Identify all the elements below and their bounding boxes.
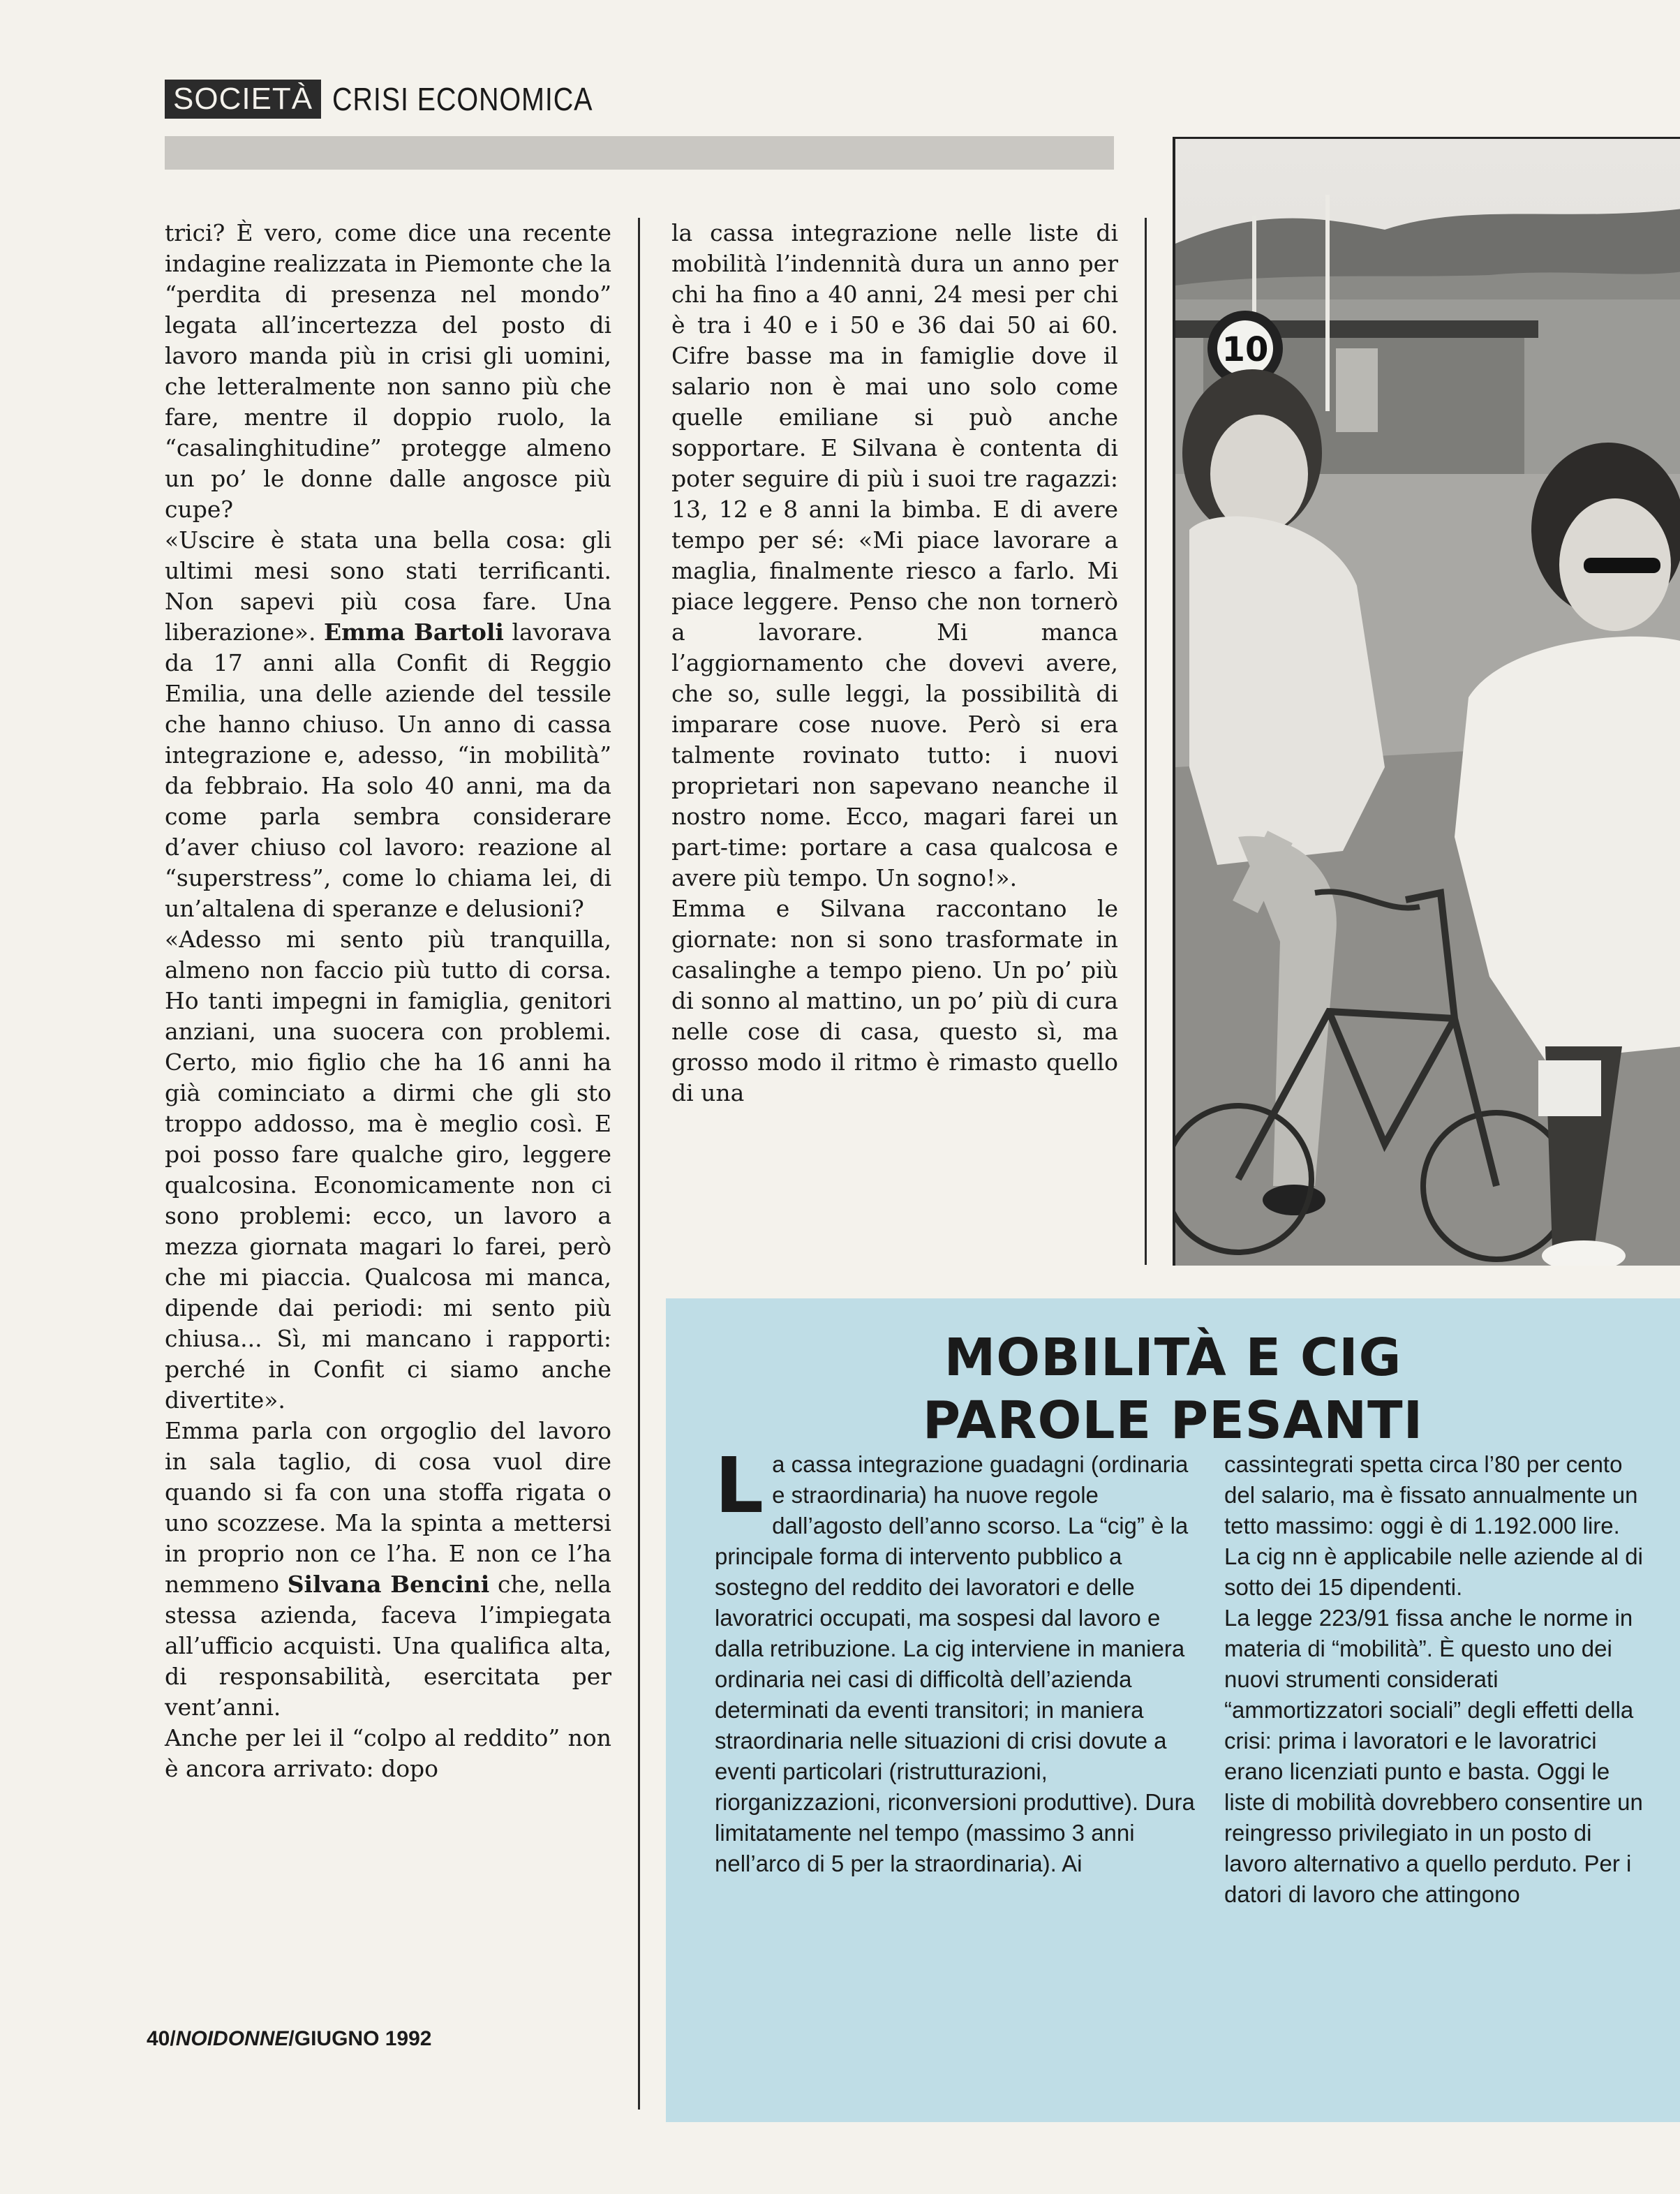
- section-tag: SOCIETÀ: [165, 80, 321, 119]
- paragraph: trici? È vero, come dice una recente indagine realizzata in Piemonte che la “perdita di presenza nel mondo” legata all’incertezza del posto di lavoro manda più in crisi gli uomini, che letteralmente non sanno più che fare, mentre il doppio ruolo, la “casalinghitudine” protegge almeno un po’ le donne dalle angosce più cupe?: [165, 219, 611, 523]
- paragraph: la cassa integrazione nelle liste di mobilità l’indennità dura un anno per chi ha fino a 40 anni, 24 mesi per chi è tra i 40 e i 50 e 36 dai 50 ai 60. Cifre basse ma in famiglie dove il salario non è mai uno solo come quelle emiliane si può anche sopportare. E Silvana è contenta di poter seguire di più i suoi tre ragazzi: 13, 12 e 8 anni la bimba. E di avere tempo per sé: «Mi piace lavorare a maglia, finalmente riesco a farlo. Mi piace leggere. Penso che non tornerò a lavorare. Mi manca l’aggiornamento che dovevi avere, che so, sulle leggi, la possibilità di imparare cose nuove. Però si era talmente rovinato tutto: i nuovi proprietari non sapevano neanche il nostro nome. Ecco, magari farei un part-time: portare a casa qualcosa e avere più tempo. Un sogno!».: [671, 219, 1118, 891]
- page-footer: [147, 2027, 431, 2051]
- paragraph: «Uscire è stata una bella cosa: gli ultimi mesi sono stati terrificanti. Non sapevi più cosa fare. Una liberazione». Emma Bartoli lavorava da 17 anni alla Confit di Reggio Emilia, una delle aziende del tessile che hanno chiuso. Un anno di cassa integrazione e, adesso, “in mobilità” da febbraio. Ha solo 40 anni, ma da come parla sembra considerare d’aver chiuso col lavoro: reazione al “superstress”, come lo chiama lei, di un’altalena di speranze e delusioni?: [165, 526, 611, 922]
- column-divider: [638, 218, 640, 2110]
- box-column-1: [715, 1441, 1196, 1879]
- sidebar-box: [666, 1298, 1680, 2122]
- section-header: [165, 78, 635, 120]
- paragraph: «Adesso mi sento più tranquilla, almeno non faccio più tutto di corsa. Ho tanti impegni in famiglia, genitori anziani, una suocera con problemi. Certo, mio figlio che ha 16 anni ha già cominciato a dirmi che gli sto troppo addosso, ma è meglio così. E poi posso fare qualche giro, leggere qualcosina. Economicamente non ci sono problemi: ecco, un lavoro a mezza giornata magari lo farei, però che mi piaccia. Qualcosa mi manca, dipende dai periodi: mi sento più chiusa... Sì, mi mancano i rapporti: perché in Confit ci siamo anche divertite».: [165, 926, 611, 1414]
- box-title: [666, 1326, 1680, 1452]
- box-column-2: [1224, 1449, 1650, 1910]
- person-name: Silvana Bencini: [287, 1571, 490, 1598]
- paragraph: Emma parla con orgoglio del lavoro in sala taglio, di cosa vuol dire quando si fa con una stoffa rigata o uno scozzese. Ma la spinta a mettersi in proprio non ce l’ha. E non ce l’ha nemmeno Silvana Bencini che, nella stessa azienda, faceva l’impiegata all’ufficio acquisti. Una qualifica alta, di responsabilità, esercitata per vent’anni.: [165, 1417, 611, 1721]
- page-number: 40/: [147, 2027, 176, 2050]
- article-column-2: [671, 218, 1118, 1109]
- paragraph: La legge 223/91 fissa anche le norme in materia di “mobilità”. È questo uno dei nuovi strumenti considerati “ammortizzatori sociali” degli effetti della crisi: prima i lavoratori e le lavoratrici erano licenziati punto e basta. Oggi le liste di mobilità dovrebbero consentire un reingresso privilegiato in un posto di lavoro alternativo a quello perduto. Per i datori di lavoro che attingono: [1224, 1605, 1643, 1907]
- column-divider: [1145, 218, 1147, 1265]
- photo-women-bicycle: [1173, 137, 1680, 1266]
- paragraph: Anche per lei il “colpo al reddito” non è ancora arrivato: dopo: [165, 1724, 611, 1782]
- paragraph: cassintegrati spetta circa l’80 per cento del salario, ma è fissato annualmente un tetto massimo: oggi è di 1.192.000 lire. La cig nn è applicabile nelle aziende al di sotto dei 15 dipendenti.: [1224, 1451, 1643, 1600]
- paragraph: La cassa integrazione guadagni (ordinaria e straordinaria) ha nuove regole dall’agosto dell’anno scorso. La “cig” è la principale forma di intervento pubblico a sostegno del reddito dei lavoratori e delle lavoratrici occupati, ma sospesi dal lavoro e dalla retribuzione. La cig interviene in maniera ordinaria nei casi di difficoltà dell’azienda determinati da eventi transitori; in maniera straordinaria nelle situazioni di crisi dovute a eventi particolari (ristrutturazioni, riorganizzazioni, riconversioni produttive). Dura limitatamente nel tempo (massimo 3 anni nell’arco di 5 per la straordinaria). Ai: [715, 1441, 1195, 1876]
- article-column-1: [165, 218, 611, 1784]
- box-title-line: MOBILITÀ E CIG: [944, 1328, 1402, 1388]
- person-name: Emma Bartoli: [324, 618, 504, 646]
- section-title: CRISI ECONOMICA: [332, 81, 593, 117]
- issue-date: /GIUGNO 1992: [288, 2027, 432, 2050]
- drop-cap: L: [715, 1441, 764, 1530]
- paragraph: Emma e Silvana raccontano le giornate: non si sono trasformate in casalinghe a tempo pieno. Un po’ più di sonno al mattino, un po’ più di cura nelle cose di casa, questo sì, ma grosso modo il ritmo è rimasto quello di una: [671, 895, 1118, 1106]
- speed-sign-text: 10: [1221, 330, 1269, 369]
- box-title-line: PAROLE PESANTI: [922, 1391, 1424, 1451]
- magazine-name: NOIDONNE: [175, 2027, 289, 2050]
- header-rule-bar: [165, 136, 1114, 170]
